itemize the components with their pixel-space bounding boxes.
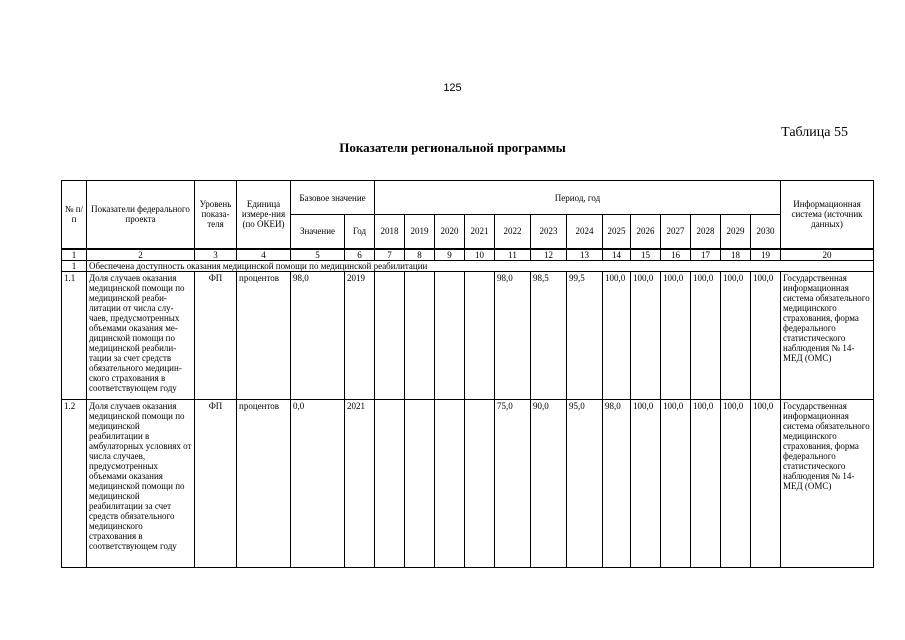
indicators-table: [61, 180, 874, 568]
row-value: 99,5: [567, 271, 603, 399]
row-value: 100,0: [661, 271, 691, 399]
header-level: Уровень показа-теля: [195, 181, 237, 249]
row-value: 100,0: [691, 271, 721, 399]
column-number: 3: [195, 249, 237, 261]
row-value: [375, 399, 405, 567]
header-year: 2030: [751, 215, 781, 249]
column-number: 15: [631, 249, 661, 261]
row-source: Государственная информационная система обязательного медицинского страхования, форма федерального статистического наблюдения № 14-МЕД (ОМС): [781, 271, 874, 399]
header-year: 2018: [375, 215, 405, 249]
row-value: 98,0: [495, 271, 531, 399]
row-value: 95,0: [567, 399, 603, 567]
column-number: 10: [465, 249, 495, 261]
header-year: 2029: [721, 215, 751, 249]
row-value: 100,0: [721, 271, 751, 399]
row-value: 100,0: [751, 399, 781, 567]
header-indicator: Показатели федерального проекта: [87, 181, 195, 249]
column-number: 12: [531, 249, 567, 261]
header-base-value: Значение: [291, 215, 345, 249]
row-indicator: Доля случаев оказания медицинской помощи по медицинской реаби-литации от числа слу-чаев, предусмотренных объемами оказания ме-дицинской помощи по медицинской реабили-тации за счет средств обязательного медицин-ского страхования в соответствующем году: [87, 271, 195, 399]
document-title: Показатели региональной программы: [339, 140, 566, 155]
header-year: 2024: [567, 215, 603, 249]
column-number: 7: [375, 249, 405, 261]
row-value: [435, 399, 465, 567]
row-unit: процентов: [237, 271, 291, 399]
row-base-year: 2019: [345, 271, 375, 399]
row-value: 100,0: [603, 271, 631, 399]
row-value: 100,0: [631, 271, 661, 399]
header-year: 2027: [661, 215, 691, 249]
row-base-year: 2021: [345, 399, 375, 567]
column-number: 6: [345, 249, 375, 261]
header-year: 2019: [405, 215, 435, 249]
row-value: 100,0: [661, 399, 691, 567]
row-value: [465, 399, 495, 567]
row-value: 100,0: [691, 399, 721, 567]
column-number: 17: [691, 249, 721, 261]
column-number: 20: [781, 249, 874, 261]
row-value: 90,0: [531, 399, 567, 567]
row-num: 1.1: [62, 271, 87, 399]
header-base-year: Год: [345, 215, 375, 249]
row-num: 1.2: [62, 399, 87, 567]
column-number: 8: [405, 249, 435, 261]
header-source: Информационная система (источник данных): [781, 181, 874, 249]
row-value: [405, 271, 435, 399]
row-value: 100,0: [721, 399, 751, 567]
row-unit: процентов: [237, 399, 291, 567]
column-number: 16: [661, 249, 691, 261]
row-value: 100,0: [631, 399, 661, 567]
row-value: [375, 271, 405, 399]
section-num: 1: [62, 260, 87, 271]
row-base-value: 0,0: [291, 399, 345, 567]
column-number: 14: [603, 249, 631, 261]
section-title: Обеспечена доступность оказания медицинской помощи по медицинской реабилитации: [87, 260, 874, 271]
row-value: 100,0: [751, 271, 781, 399]
column-number: 9: [435, 249, 465, 261]
row-source: Государственная информационная система обязательного медицинского страхования, форма федерального статистического наблюдения № 14-МЕД (ОМС): [781, 399, 874, 567]
column-number: 4: [237, 249, 291, 261]
column-number: 11: [495, 249, 531, 261]
row-level: ФП: [195, 399, 237, 567]
header-unit: Единица измере-ния (по ОКЕИ): [237, 181, 291, 249]
column-number: 13: [567, 249, 603, 261]
header-num: № п/п: [62, 181, 87, 249]
row-value: 98,5: [531, 271, 567, 399]
row-base-value: 98,0: [291, 271, 345, 399]
page-number: 125: [443, 82, 462, 94]
header-year: 2020: [435, 215, 465, 249]
column-number: 5: [291, 249, 345, 261]
header-year: 2021: [465, 215, 495, 249]
row-value: [405, 399, 435, 567]
column-number: 19: [751, 249, 781, 261]
column-number: 2: [87, 249, 195, 261]
header-year: 2028: [691, 215, 721, 249]
row-level: ФП: [195, 271, 237, 399]
row-value: [465, 271, 495, 399]
header-year: 2022: [495, 215, 531, 249]
header-year: 2026: [631, 215, 661, 249]
header-year: 2023: [531, 215, 567, 249]
row-value: 75,0: [495, 399, 531, 567]
header-year: 2025: [603, 215, 631, 249]
table-caption: Таблица 55: [781, 125, 848, 140]
row-indicator: Доля случаев оказания медицинской помощи по медицинской реабилитации в амбулаторных условиях от числа случаев, предусмотренных объемами оказания медицинской помощи по медицинской реабилитации за счет средств обязательного медицинского страхования в соответствующем году: [87, 399, 195, 567]
column-number: 1: [62, 249, 87, 261]
row-value: 98,0: [603, 399, 631, 567]
header-period: Период, год: [375, 181, 781, 215]
row-value: [435, 271, 465, 399]
column-number: 18: [721, 249, 751, 261]
header-base: Базовое значение: [291, 181, 375, 215]
